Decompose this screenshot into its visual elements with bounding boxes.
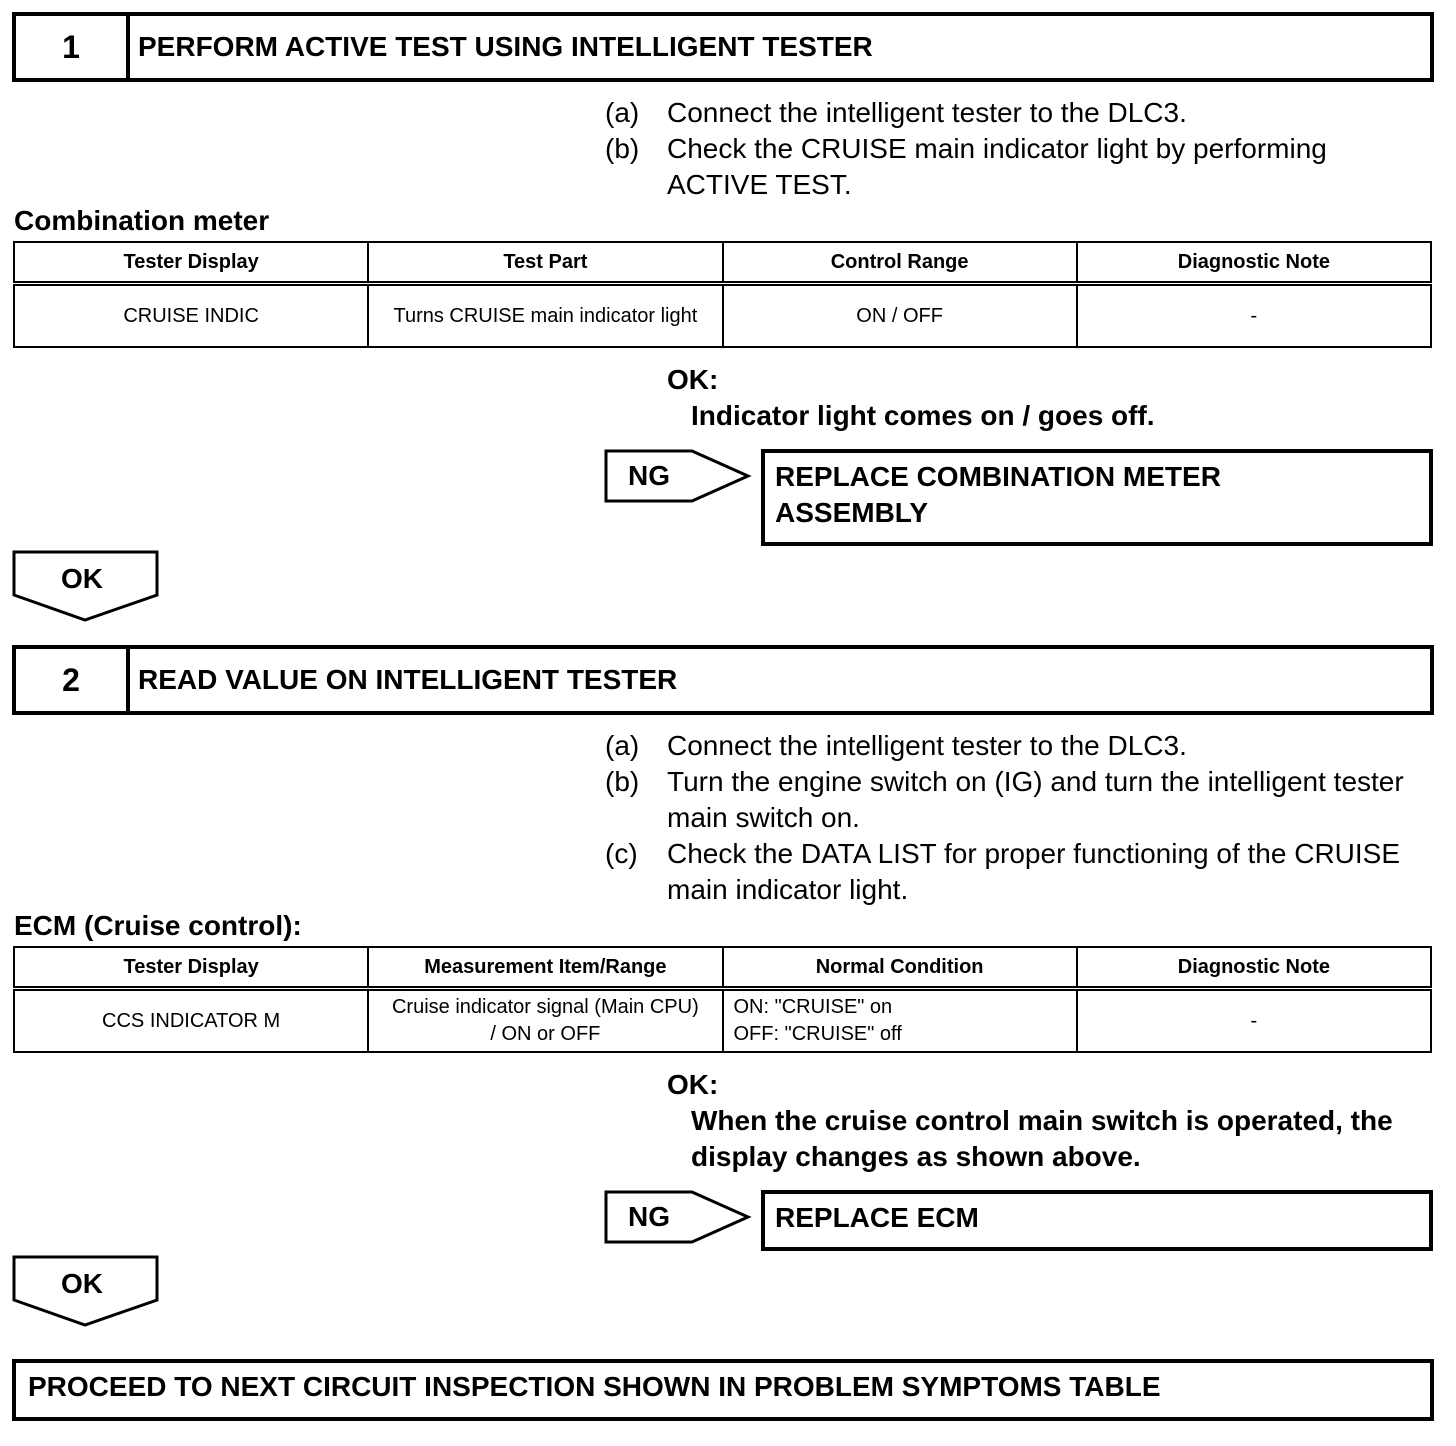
instruction-label: (b)	[605, 133, 640, 164]
table-cell: CCS INDICATOR M	[14, 989, 368, 1053]
step-2-ok-arrow-label: OK	[61, 1268, 103, 1299]
ng-arrow-icon	[604, 449, 752, 505]
step-1-instructions	[605, 95, 1415, 203]
table-header-row	[14, 242, 1431, 284]
step-2-ok-criteria	[667, 1067, 1427, 1175]
ok-text: When the cruise control main switch is operated, the display changes as shown above.	[691, 1105, 1393, 1172]
column-header: Measurement Item/Range	[368, 947, 722, 989]
step-2-table-caption: ECM (Cruise control):	[14, 910, 302, 941]
step-1-table-caption: Combination meter	[14, 205, 270, 236]
column-header: Diagnostic Note	[1077, 242, 1431, 284]
table-cell: Cruise indicator signal (Main CPU) / ON or OFF	[368, 989, 722, 1053]
column-header: Normal Condition	[723, 947, 1077, 989]
table-cell: ON / OFF	[723, 284, 1077, 348]
instruction-label: (b)	[605, 766, 640, 797]
step-2-table	[13, 946, 1432, 1053]
instruction-label: (c)	[605, 838, 638, 869]
step-1-title: PERFORM ACTIVE TEST USING INTELLIGENT TESTER	[138, 31, 873, 62]
instruction-item	[605, 764, 1415, 836]
step-1-ng-result: REPLACE COMBINATION METER ASSEMBLY	[761, 449, 1433, 546]
instruction-text: Connect the intelligent tester to the DLC3.	[667, 730, 1187, 761]
ok-label: OK:	[667, 364, 719, 395]
instruction-text: Connect the intelligent tester to the DLC3.	[667, 97, 1187, 128]
column-header: Diagnostic Note	[1077, 947, 1431, 989]
ok-label: OK:	[667, 1069, 719, 1100]
step-1-ng-label: NG	[628, 460, 670, 491]
step-2-title: READ VALUE ON INTELLIGENT TESTER	[138, 664, 678, 695]
instruction-text: Check the DATA LIST for proper functioning of the CRUISE main indicator light.	[667, 838, 1401, 905]
table-cell	[723, 989, 1077, 1053]
instruction-item	[605, 131, 1415, 203]
table-row	[14, 284, 1431, 348]
column-header: Control Range	[723, 242, 1077, 284]
ok-text: Indicator light comes on / goes off.	[691, 400, 1155, 431]
step-1-header	[12, 12, 1434, 82]
column-header: Tester Display	[14, 947, 368, 989]
instruction-item	[605, 95, 1415, 131]
table-header-row	[14, 947, 1431, 989]
instruction-item	[605, 728, 1415, 764]
instruction-label: (a)	[605, 730, 640, 761]
final-instruction: PROCEED TO NEXT CIRCUIT INSPECTION SHOWN IN PROBLEM SYMPTOMS TABLE	[12, 1359, 1434, 1421]
step-2-ng-result: REPLACE ECM	[761, 1190, 1433, 1251]
table-row	[14, 989, 1431, 1053]
instruction-item	[605, 836, 1415, 908]
instruction-text: Check the CRUISE main indicator light by performing ACTIVE TEST.	[667, 133, 1327, 200]
step-2-ng-label: NG	[628, 1201, 670, 1232]
step-2-number: 2	[16, 649, 130, 711]
step-1-ok-arrow-label: OK	[61, 563, 103, 594]
normal-condition-on: ON: "CRUISE" on	[733, 996, 893, 1018]
table-cell: Turns CRUISE main indicator light	[368, 284, 722, 348]
step-2-header	[12, 645, 1434, 715]
step-2-instructions	[605, 728, 1415, 908]
column-header: Tester Display	[14, 242, 368, 284]
instruction-label: (a)	[605, 97, 640, 128]
step-1-ok-criteria	[667, 362, 1427, 434]
column-header: Test Part	[368, 242, 722, 284]
table-cell: CRUISE INDIC	[14, 284, 368, 348]
normal-condition-off: OFF: "CRUISE" off	[733, 1023, 902, 1045]
step-1-number: 1	[16, 16, 130, 78]
instruction-text: Turn the engine switch on (IG) and turn the intelligent tester main switch on.	[667, 766, 1404, 833]
table-cell: -	[1077, 284, 1431, 348]
ng-arrow-icon	[604, 1190, 752, 1246]
step-1-table	[13, 241, 1432, 348]
table-cell: -	[1077, 989, 1431, 1053]
